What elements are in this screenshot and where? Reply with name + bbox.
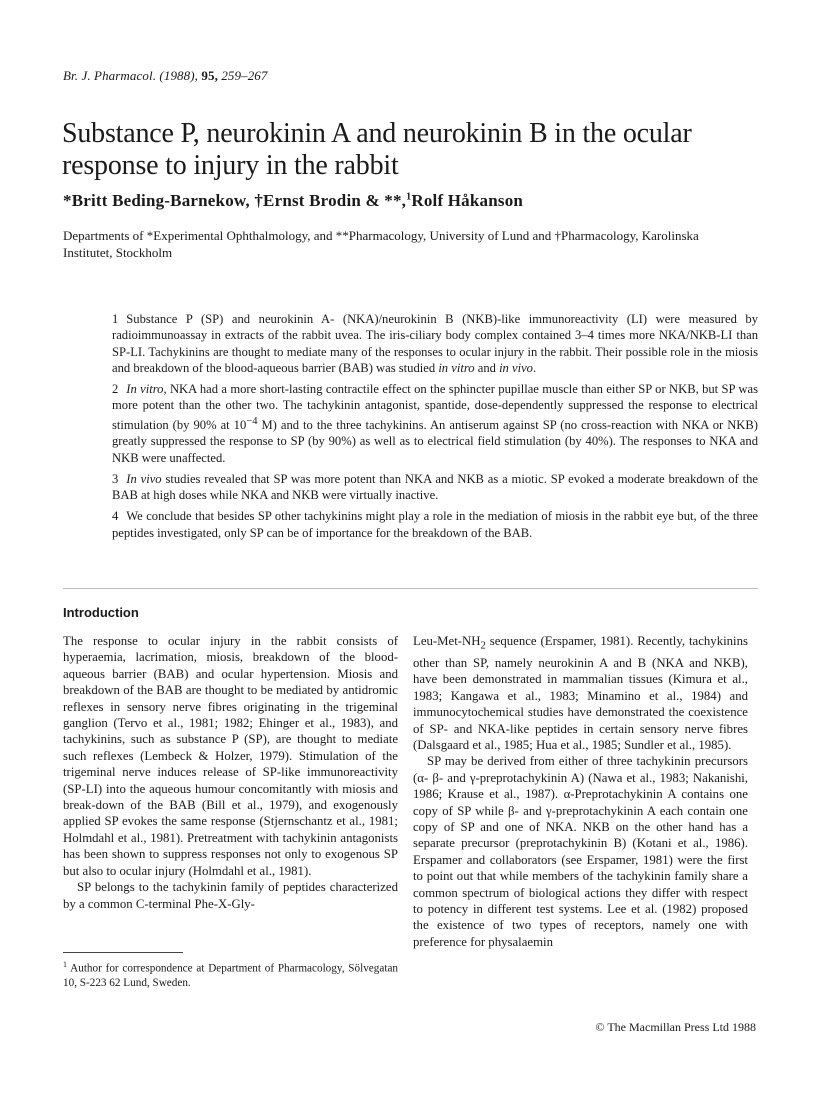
abstract-text: . xyxy=(532,360,537,375)
abstract-text: We conclude that besides SP other tachykinins might play a role in the mediation of miosis in the rabbit eye but, of the three peptides investigated, only SP can be of importance for the breakdown of the BAB. xyxy=(112,509,758,540)
abstract-emphasis: in vivo xyxy=(499,360,533,375)
abstract-point-4 xyxy=(112,508,758,541)
abstract-emphasis: In vivo xyxy=(126,471,162,486)
intro-paragraph: SP may be derived from either of three tachykinin precursors (α- β- and γ-preprotachykinin A) (Nawa et al., 1983; Nakanishi, 1986; Krause et al., 1987). α-Preprotachykinin A contains one copy of SP while β- and γ-preprotachykinin A each contain one copy of SP and one of NKA. NKB on the other hand has a separate precursor (preprotachykinin B) (Kotani et al., 1986). Erspamer and collaborators (see Erspamer, 1981) were the first to point out that while members of the tachykinin family share a common spectrum of biological actions they differ with respect to potency in different test systems. Lee et al. (1982) proposed the existence of two types of receptors, namely one with preference for physalaemin xyxy=(413,754,748,949)
intro-subscript: 2 xyxy=(480,640,486,652)
abstract-point-1 xyxy=(112,311,758,376)
intro-paragraph xyxy=(413,633,748,753)
abstract-emphasis: in vitro xyxy=(438,360,475,375)
abstract-number: 1 xyxy=(112,312,119,326)
left-column xyxy=(63,633,398,912)
author-3-mark: **, xyxy=(384,191,407,210)
article-title: Substance P, neurokinin A and neurokinin B in the ocular response to injury in the rabbit xyxy=(62,118,692,181)
abstract-text: studies revealed that SP was more potent than NKA and NKB as a miotic. SP evoked a moderate breakdown of the BAB at high doses while NKA and NKB were virtually inactive. xyxy=(112,471,758,503)
intro-paragraph: SP belongs to the tachykinin family of peptides characterized by a common C-terminal Phe-X-Gly- xyxy=(63,880,398,911)
intro-paragraph: The response to ocular injury in the rabbit consists of hyperaemia, lacrimation, miosis, breakdown of the blood-aqueous barrier (BAB) and ocular hypertension. Miosis and breakdown of the BAB are thought to be mediated by antidromic reflexes in sensory nerve fibres originating in the trigeminal ganglion (Tervo et al., 1981; 1982; Ehinger et al., 1983), and tachykinins, such as substance P (SP), are thought to mediate such reflexes (Lembeck & Holzer, 1979). Stimulation of the trigeminal nerve induces release of SP-like immunoreactivity (SP-LI) into the aqueous humour concomitantly with miosis and break-down of the BAB (Bill et al., 1979), and exogenously applied SP evokes the same response (Stjernschantz et al., 1981; Holmdahl et al., 1981). Pretreatment with tachykinin antagonists has been shown to suppress responses not only to exogenous SP but also to ocular injury (Holmdahl et al., 1981). xyxy=(63,634,398,878)
abstract-emphasis: In vitro xyxy=(126,382,164,397)
abstract-number: 4 xyxy=(112,509,119,524)
abstract xyxy=(112,311,758,546)
affiliation: Departments of *Experimental Ophthalmology, and **Pharmacology, University of Lund and †Pharmacology, Karolinska Institutet, Stockholm xyxy=(63,228,699,260)
journal-pages: 259–267 xyxy=(221,68,268,83)
author-1: *Britt Beding-Barnekow, xyxy=(63,191,255,210)
journal-abbreviation: Br. J. Pharmacol. xyxy=(63,68,157,83)
footnote xyxy=(63,958,398,991)
abstract-point-3 xyxy=(112,471,758,504)
author-3: Rolf Håkanson xyxy=(411,191,524,210)
right-column xyxy=(413,633,748,950)
footnote-mark: 1 xyxy=(63,960,67,969)
abstract-text: , NKA had a more short-lasting contractile effect on the sphincter pupillae muscle than either SP or NKB, but SP was more potent than the other two. The tachykinin antagonist, spantide, dose-dependently suppressed the response to electrical stimulation (by 90% at 10 xyxy=(112,382,758,432)
abstract-text: M) and to the three tachykinins. An antiserum against SP (no cross-reaction with NKA or NKB) greatly suppressed the response to SP (by 90%) as well as to electrical field stimulation (by 40%). The responses to NKA and NKB were unaffected. xyxy=(112,417,758,465)
journal-citation xyxy=(63,68,268,84)
abstract-point-2 xyxy=(112,381,758,466)
abstract-superscript: −4 xyxy=(246,415,258,427)
abstract-number: 3 xyxy=(112,471,119,486)
copyright-notice: © The Macmillan Press Ltd 1988 xyxy=(595,1020,756,1034)
journal-year: (1988), xyxy=(159,68,199,83)
footnote-divider xyxy=(63,952,183,953)
intro-text: sequence (Erspamer, 1981). Recently, tachykinins other than SP, namely neurokinin A and B (NKA and NKB), have been demonstrated in mammalian tissues (Kimura et al., 1983; Kangawa et al., 1983; Minamino et al., 1984) and immunocytochemical studies have demonstrated the coexistence of SP- and NKA-like peptides in certain sensory nerve fibres (Dalsgaard et al., 1985; Hua et al., 1985; Sundler et al., 1985). xyxy=(413,634,748,752)
author-2: †Ernst Brodin & xyxy=(254,191,385,210)
abstract-text: Substance P (SP) and neurokinin A- (NKA)/neurokinin B (NKB)-like immunoreactivity (LI) were measured by radioimmunoassay in extracts of the rabbit uvea. The iris-ciliary body complex contained 3–4 times more NKA/NKB-LI than SP-LI. Tachykinins are thought to mediate many of the responses to ocular injury in the rabbit. Their possible role in the miosis and breakdown of the blood-aqueous barrier (BAB) was studied xyxy=(112,312,758,375)
abstract-text: and xyxy=(474,360,500,375)
intro-text: Leu-Met-NH xyxy=(413,634,481,648)
journal-volume: 95, xyxy=(201,68,218,83)
abstract-number: 2 xyxy=(112,382,119,397)
author-list xyxy=(63,191,523,211)
author-3-footnote-mark: 1 xyxy=(406,191,412,203)
section-divider xyxy=(63,588,758,589)
introduction-heading: Introduction xyxy=(63,605,139,620)
footnote-text: Author for correspondence at Department of Pharmacology, Sölvegatan 10, S-223 62 Lund, Sweden. xyxy=(63,962,398,990)
